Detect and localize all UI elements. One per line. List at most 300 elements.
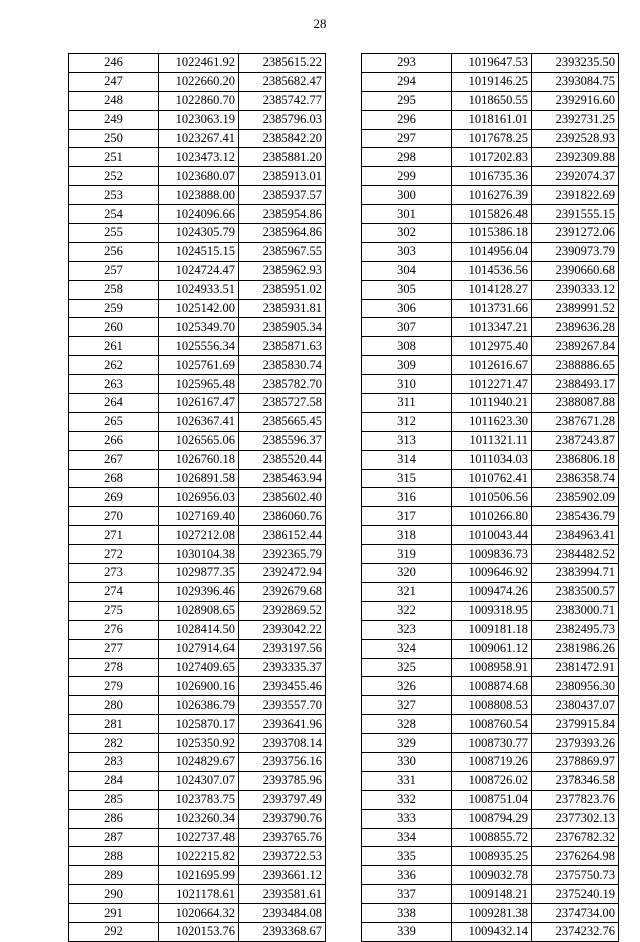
point-number-cell: 316	[362, 488, 452, 507]
y-coordinate-cell: 2385913.01	[239, 167, 326, 186]
table-row	[69, 54, 326, 73]
y-coordinate-cell: 2393641.96	[239, 715, 326, 734]
point-number-cell: 330	[362, 752, 452, 771]
table-row	[69, 639, 326, 658]
x-coordinate-cell: 1024829.67	[159, 752, 239, 771]
y-coordinate-cell: 2393455.46	[239, 677, 326, 696]
point-number-cell: 261	[69, 337, 159, 356]
point-number-cell: 302	[362, 224, 452, 243]
point-number-cell: 253	[69, 186, 159, 205]
y-coordinate-cell: 2393368.67	[239, 922, 326, 941]
point-number-cell: 332	[362, 790, 452, 809]
y-coordinate-cell: 2393708.14	[239, 734, 326, 753]
point-number-cell: 338	[362, 904, 452, 923]
x-coordinate-cell: 1024724.47	[159, 261, 239, 280]
x-coordinate-cell: 1015826.48	[452, 205, 532, 224]
x-coordinate-cell: 1014536.56	[452, 261, 532, 280]
point-number-cell: 310	[362, 375, 452, 394]
point-number-cell: 323	[362, 620, 452, 639]
y-coordinate-cell: 2385937.57	[239, 186, 326, 205]
y-coordinate-cell: 2383000.71	[532, 601, 619, 620]
x-coordinate-cell: 1022660.20	[159, 72, 239, 91]
y-coordinate-cell: 2386358.74	[532, 469, 619, 488]
table-row	[362, 205, 619, 224]
point-number-cell: 254	[69, 205, 159, 224]
table-row	[362, 412, 619, 431]
x-coordinate-cell: 1026900.16	[159, 677, 239, 696]
table-row	[69, 299, 326, 318]
x-coordinate-cell: 1010266.80	[452, 507, 532, 526]
table-row	[69, 186, 326, 205]
y-coordinate-cell: 2385463.94	[239, 469, 326, 488]
x-coordinate-cell: 1023260.34	[159, 809, 239, 828]
y-coordinate-cell: 2393484.08	[239, 904, 326, 923]
table-row	[69, 828, 326, 847]
point-number-cell: 250	[69, 129, 159, 148]
table-row	[69, 205, 326, 224]
table-row	[69, 847, 326, 866]
x-coordinate-cell: 1018650.55	[452, 91, 532, 110]
table-row	[69, 866, 326, 885]
y-coordinate-cell: 2385665.45	[239, 412, 326, 431]
y-coordinate-cell: 2374734.00	[532, 904, 619, 923]
table-row	[362, 469, 619, 488]
point-number-cell: 252	[69, 167, 159, 186]
x-coordinate-cell: 1019647.53	[452, 54, 532, 73]
point-number-cell: 258	[69, 280, 159, 299]
x-coordinate-cell: 1026760.18	[159, 450, 239, 469]
x-coordinate-cell: 1026167.47	[159, 394, 239, 413]
y-coordinate-cell: 2382495.73	[532, 620, 619, 639]
table-row	[69, 110, 326, 129]
point-number-cell: 273	[69, 564, 159, 583]
point-number-cell: 265	[69, 412, 159, 431]
x-coordinate-cell: 1016276.39	[452, 186, 532, 205]
point-number-cell: 266	[69, 431, 159, 450]
x-coordinate-cell: 1009474.26	[452, 582, 532, 601]
x-coordinate-cell: 1022215.82	[159, 847, 239, 866]
point-number-cell: 289	[69, 866, 159, 885]
x-coordinate-cell: 1027914.64	[159, 639, 239, 658]
table-row	[362, 639, 619, 658]
point-number-cell: 257	[69, 261, 159, 280]
y-coordinate-cell: 2393790.76	[239, 809, 326, 828]
y-coordinate-cell: 2393756.16	[239, 752, 326, 771]
point-number-cell: 288	[69, 847, 159, 866]
table-row	[362, 431, 619, 450]
x-coordinate-cell: 1025870.17	[159, 715, 239, 734]
table-row	[69, 620, 326, 639]
table-row	[69, 280, 326, 299]
table-row	[362, 771, 619, 790]
table-row	[362, 507, 619, 526]
x-coordinate-cell: 1008958.91	[452, 658, 532, 677]
point-number-cell: 324	[362, 639, 452, 658]
y-coordinate-cell: 2392074.37	[532, 167, 619, 186]
table-row	[69, 582, 326, 601]
point-number-cell: 259	[69, 299, 159, 318]
table-row	[362, 809, 619, 828]
point-number-cell: 246	[69, 54, 159, 73]
point-number-cell: 274	[69, 582, 159, 601]
table-row	[69, 922, 326, 941]
point-number-cell: 328	[362, 715, 452, 734]
point-number-cell: 260	[69, 318, 159, 337]
y-coordinate-cell: 2385602.40	[239, 488, 326, 507]
x-coordinate-cell: 1024307.07	[159, 771, 239, 790]
point-number-cell: 281	[69, 715, 159, 734]
x-coordinate-cell: 1009032.78	[452, 866, 532, 885]
table-row	[362, 677, 619, 696]
table-row	[362, 224, 619, 243]
point-number-cell: 298	[362, 148, 452, 167]
x-coordinate-cell: 1027409.65	[159, 658, 239, 677]
point-number-cell: 308	[362, 337, 452, 356]
y-coordinate-cell: 2391272.06	[532, 224, 619, 243]
table-row	[69, 601, 326, 620]
x-coordinate-cell: 1019146.25	[452, 72, 532, 91]
y-coordinate-cell: 2393197.56	[239, 639, 326, 658]
y-coordinate-cell: 2386060.76	[239, 507, 326, 526]
table-row	[69, 72, 326, 91]
y-coordinate-cell: 2386152.44	[239, 526, 326, 545]
y-coordinate-cell: 2392472.94	[239, 564, 326, 583]
table-row	[69, 809, 326, 828]
point-number-cell: 307	[362, 318, 452, 337]
x-coordinate-cell: 1009646.92	[452, 564, 532, 583]
point-number-cell: 313	[362, 431, 452, 450]
y-coordinate-cell: 2383994.71	[532, 564, 619, 583]
point-number-cell: 318	[362, 526, 452, 545]
y-coordinate-cell: 2390660.68	[532, 261, 619, 280]
y-coordinate-cell: 2377302.13	[532, 809, 619, 828]
table-row	[69, 167, 326, 186]
table-row	[362, 488, 619, 507]
table-row	[69, 696, 326, 715]
point-number-cell: 312	[362, 412, 452, 431]
x-coordinate-cell: 1020664.32	[159, 904, 239, 923]
table-row	[362, 129, 619, 148]
point-number-cell: 248	[69, 91, 159, 110]
y-coordinate-cell: 2374232.76	[532, 922, 619, 941]
point-number-cell: 326	[362, 677, 452, 696]
y-coordinate-cell: 2392916.60	[532, 91, 619, 110]
point-number-cell: 291	[69, 904, 159, 923]
point-number-cell: 300	[362, 186, 452, 205]
table-row	[69, 394, 326, 413]
table-row	[69, 450, 326, 469]
table-row	[69, 261, 326, 280]
table-row	[362, 904, 619, 923]
x-coordinate-cell: 1026565.06	[159, 431, 239, 450]
point-number-cell: 290	[69, 885, 159, 904]
table-row	[362, 696, 619, 715]
table-row	[69, 356, 326, 375]
y-coordinate-cell: 2390973.79	[532, 242, 619, 261]
x-coordinate-cell: 1029396.46	[159, 582, 239, 601]
y-coordinate-cell: 2393557.70	[239, 696, 326, 715]
table-row	[362, 167, 619, 186]
table-row	[362, 186, 619, 205]
x-coordinate-cell: 1026891.58	[159, 469, 239, 488]
x-coordinate-cell: 1027169.40	[159, 507, 239, 526]
table-row	[362, 356, 619, 375]
table-row	[362, 866, 619, 885]
y-coordinate-cell: 2390333.12	[532, 280, 619, 299]
x-coordinate-cell: 1028414.50	[159, 620, 239, 639]
x-coordinate-cell: 1008751.04	[452, 790, 532, 809]
point-number-cell: 334	[362, 828, 452, 847]
x-coordinate-cell: 1013731.66	[452, 299, 532, 318]
y-coordinate-cell: 2385596.37	[239, 431, 326, 450]
x-coordinate-cell: 1012271.47	[452, 375, 532, 394]
x-coordinate-cell: 1025556.34	[159, 337, 239, 356]
table-row	[362, 91, 619, 110]
table-row	[69, 337, 326, 356]
x-coordinate-cell: 1028908.65	[159, 601, 239, 620]
y-coordinate-cell: 2385727.58	[239, 394, 326, 413]
x-coordinate-cell: 1023888.00	[159, 186, 239, 205]
x-coordinate-cell: 1011034.03	[452, 450, 532, 469]
y-coordinate-cell: 2384963.41	[532, 526, 619, 545]
x-coordinate-cell: 1010762.41	[452, 469, 532, 488]
point-number-cell: 337	[362, 885, 452, 904]
y-coordinate-cell: 2388886.65	[532, 356, 619, 375]
point-number-cell: 335	[362, 847, 452, 866]
x-coordinate-cell: 1023783.75	[159, 790, 239, 809]
point-number-cell: 279	[69, 677, 159, 696]
table-row	[362, 72, 619, 91]
y-coordinate-cell: 2384482.52	[532, 545, 619, 564]
y-coordinate-cell: 2389267.84	[532, 337, 619, 356]
table-row	[69, 658, 326, 677]
point-number-cell: 304	[362, 261, 452, 280]
point-number-cell: 311	[362, 394, 452, 413]
table-row	[69, 488, 326, 507]
point-number-cell: 314	[362, 450, 452, 469]
x-coordinate-cell: 1022461.92	[159, 54, 239, 73]
table-row	[362, 564, 619, 583]
point-number-cell: 276	[69, 620, 159, 639]
table-row	[362, 337, 619, 356]
table-row	[362, 922, 619, 941]
x-coordinate-cell: 1026956.03	[159, 488, 239, 507]
point-number-cell: 329	[362, 734, 452, 753]
table-row	[362, 715, 619, 734]
x-coordinate-cell: 1014956.04	[452, 242, 532, 261]
point-number-cell: 315	[362, 469, 452, 488]
point-number-cell: 285	[69, 790, 159, 809]
point-number-cell: 278	[69, 658, 159, 677]
table-row	[69, 507, 326, 526]
y-coordinate-cell: 2392869.52	[239, 601, 326, 620]
y-coordinate-cell: 2388087.88	[532, 394, 619, 413]
table-row	[69, 318, 326, 337]
y-coordinate-cell: 2385830.74	[239, 356, 326, 375]
x-coordinate-cell: 1022860.70	[159, 91, 239, 110]
x-coordinate-cell: 1024305.79	[159, 224, 239, 243]
point-number-cell: 306	[362, 299, 452, 318]
x-coordinate-cell: 1025761.69	[159, 356, 239, 375]
y-coordinate-cell: 2379915.84	[532, 715, 619, 734]
point-number-cell: 283	[69, 752, 159, 771]
table-row	[362, 885, 619, 904]
table-row	[362, 318, 619, 337]
table-row	[362, 828, 619, 847]
table-row	[69, 545, 326, 564]
table-row	[69, 564, 326, 583]
x-coordinate-cell: 1010506.56	[452, 488, 532, 507]
x-coordinate-cell: 1008808.53	[452, 696, 532, 715]
y-coordinate-cell: 2393042.22	[239, 620, 326, 639]
point-number-cell: 303	[362, 242, 452, 261]
x-coordinate-cell: 1008726.02	[452, 771, 532, 790]
y-coordinate-cell: 2388493.17	[532, 375, 619, 394]
table-row	[69, 242, 326, 261]
y-coordinate-cell: 2379393.26	[532, 734, 619, 753]
table-row	[362, 299, 619, 318]
point-number-cell: 336	[362, 866, 452, 885]
table-row	[362, 545, 619, 564]
x-coordinate-cell: 1030104.38	[159, 545, 239, 564]
table-row	[69, 91, 326, 110]
y-coordinate-cell: 2385436.79	[532, 507, 619, 526]
y-coordinate-cell: 2385682.47	[239, 72, 326, 91]
x-coordinate-cell: 1017202.83	[452, 148, 532, 167]
x-coordinate-cell: 1027212.08	[159, 526, 239, 545]
y-coordinate-cell: 2380956.30	[532, 677, 619, 696]
y-coordinate-cell: 2392679.68	[239, 582, 326, 601]
y-coordinate-cell: 2385615.22	[239, 54, 326, 73]
y-coordinate-cell: 2381472.91	[532, 658, 619, 677]
y-coordinate-cell: 2392365.79	[239, 545, 326, 564]
x-coordinate-cell: 1008760.54	[452, 715, 532, 734]
y-coordinate-cell: 2385782.70	[239, 375, 326, 394]
y-coordinate-cell: 2376782.32	[532, 828, 619, 847]
x-coordinate-cell: 1008794.29	[452, 809, 532, 828]
x-coordinate-cell: 1013347.21	[452, 318, 532, 337]
table-row	[362, 752, 619, 771]
y-coordinate-cell: 2385905.34	[239, 318, 326, 337]
x-coordinate-cell: 1009281.38	[452, 904, 532, 923]
y-coordinate-cell: 2381986.26	[532, 639, 619, 658]
table-row	[362, 620, 619, 639]
x-coordinate-cell: 1009181.18	[452, 620, 532, 639]
point-number-cell: 287	[69, 828, 159, 847]
point-number-cell: 321	[362, 582, 452, 601]
x-coordinate-cell: 1023063.19	[159, 110, 239, 129]
point-number-cell: 280	[69, 696, 159, 715]
y-coordinate-cell: 2385954.86	[239, 205, 326, 224]
y-coordinate-cell: 2392731.25	[532, 110, 619, 129]
y-coordinate-cell: 2393797.49	[239, 790, 326, 809]
table-row	[362, 582, 619, 601]
point-number-cell: 264	[69, 394, 159, 413]
x-coordinate-cell: 1017678.25	[452, 129, 532, 148]
y-coordinate-cell: 2385962.93	[239, 261, 326, 280]
y-coordinate-cell: 2380437.07	[532, 696, 619, 715]
table-row	[362, 148, 619, 167]
x-coordinate-cell: 1008855.72	[452, 828, 532, 847]
point-number-cell: 286	[69, 809, 159, 828]
point-number-cell: 269	[69, 488, 159, 507]
table-row	[69, 129, 326, 148]
x-coordinate-cell: 1012975.40	[452, 337, 532, 356]
table-row	[362, 394, 619, 413]
x-coordinate-cell: 1009432.14	[452, 922, 532, 941]
x-coordinate-cell: 1021178.61	[159, 885, 239, 904]
table-row	[69, 885, 326, 904]
point-number-cell: 301	[362, 205, 452, 224]
point-number-cell: 293	[362, 54, 452, 73]
point-number-cell: 295	[362, 91, 452, 110]
table-row	[69, 790, 326, 809]
table-row	[69, 431, 326, 450]
y-coordinate-cell: 2391822.69	[532, 186, 619, 205]
y-coordinate-cell: 2385520.44	[239, 450, 326, 469]
point-number-cell: 256	[69, 242, 159, 261]
point-number-cell: 255	[69, 224, 159, 243]
x-coordinate-cell: 1024096.66	[159, 205, 239, 224]
x-coordinate-cell: 1025349.70	[159, 318, 239, 337]
table-row	[362, 54, 619, 73]
x-coordinate-cell: 1009061.12	[452, 639, 532, 658]
y-coordinate-cell: 2385871.63	[239, 337, 326, 356]
table-row	[362, 242, 619, 261]
table-row	[362, 375, 619, 394]
x-coordinate-cell: 1026367.41	[159, 412, 239, 431]
y-coordinate-cell: 2387243.87	[532, 431, 619, 450]
table-row	[362, 261, 619, 280]
table-row	[362, 280, 619, 299]
y-coordinate-cell: 2393722.53	[239, 847, 326, 866]
coordinates-table-right	[361, 53, 619, 942]
point-number-cell: 320	[362, 564, 452, 583]
point-number-cell: 267	[69, 450, 159, 469]
point-number-cell: 272	[69, 545, 159, 564]
table-row	[362, 734, 619, 753]
point-number-cell: 322	[362, 601, 452, 620]
point-number-cell: 247	[69, 72, 159, 91]
x-coordinate-cell: 1008719.26	[452, 752, 532, 771]
table-row	[69, 526, 326, 545]
table-row	[69, 677, 326, 696]
y-coordinate-cell: 2385796.03	[239, 110, 326, 129]
table-row	[362, 110, 619, 129]
table-row	[69, 148, 326, 167]
point-number-cell: 275	[69, 601, 159, 620]
x-coordinate-cell: 1023267.41	[159, 129, 239, 148]
y-coordinate-cell: 2393235.50	[532, 54, 619, 73]
y-coordinate-cell: 2393581.61	[239, 885, 326, 904]
y-coordinate-cell: 2385967.55	[239, 242, 326, 261]
x-coordinate-cell: 1024933.51	[159, 280, 239, 299]
table-row	[362, 450, 619, 469]
table-row	[362, 847, 619, 866]
x-coordinate-cell: 1012616.67	[452, 356, 532, 375]
table-row	[69, 752, 326, 771]
table-row	[362, 658, 619, 677]
x-coordinate-cell: 1008935.25	[452, 847, 532, 866]
y-coordinate-cell: 2393765.76	[239, 828, 326, 847]
y-coordinate-cell: 2378346.58	[532, 771, 619, 790]
table-row	[69, 412, 326, 431]
point-number-cell: 333	[362, 809, 452, 828]
point-number-cell: 327	[362, 696, 452, 715]
x-coordinate-cell: 1014128.27	[452, 280, 532, 299]
y-coordinate-cell: 2393785.96	[239, 771, 326, 790]
y-coordinate-cell: 2383500.57	[532, 582, 619, 601]
